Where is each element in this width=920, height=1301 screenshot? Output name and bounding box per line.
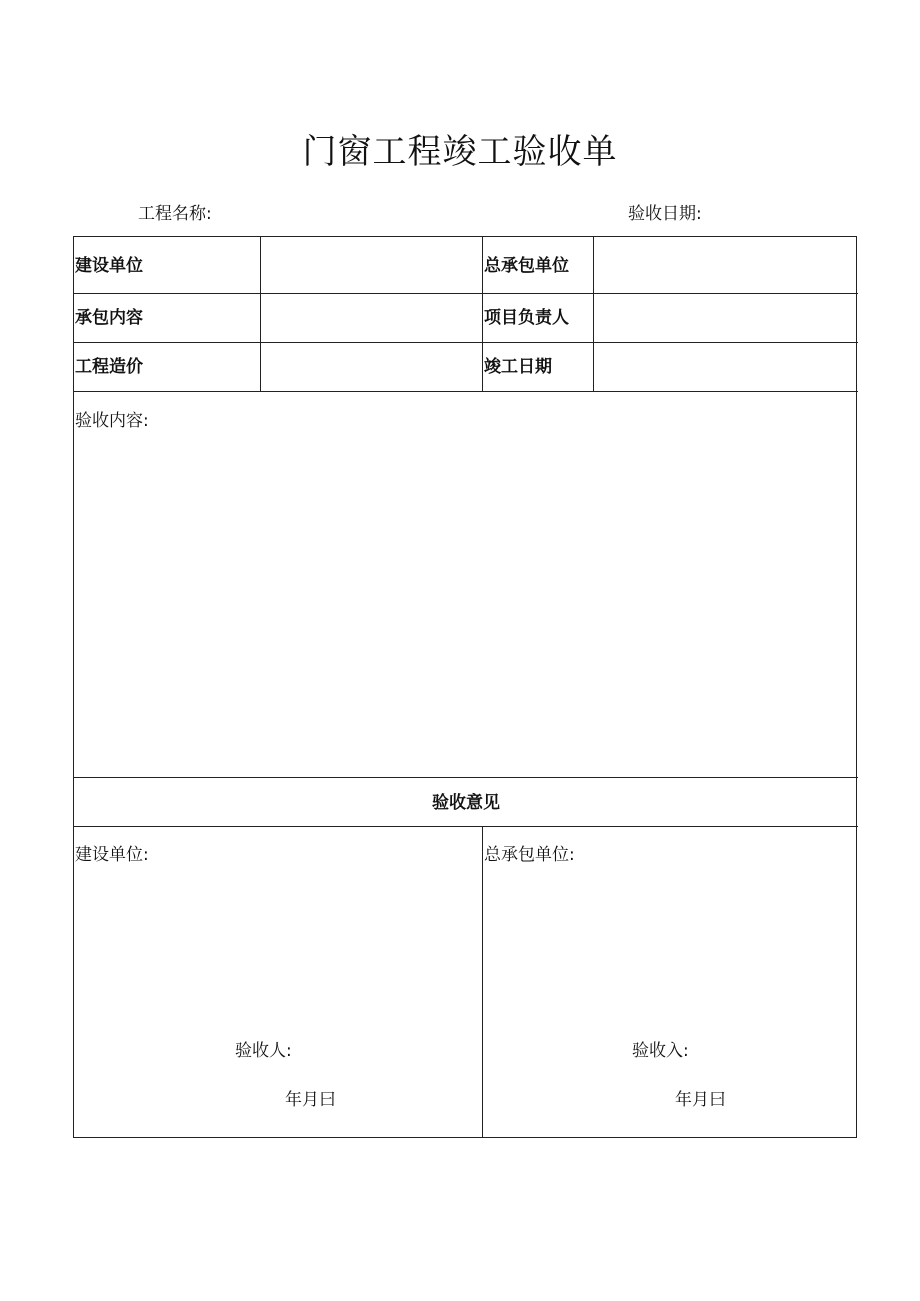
row-divider <box>74 342 858 343</box>
row-divider <box>74 293 858 294</box>
column-divider <box>482 237 483 391</box>
acceptance-date-label: 验收日期: <box>628 204 702 224</box>
project-manager-label: 项目负责人 <box>484 308 569 328</box>
document-title: 门窗工程竣工验收单 <box>302 132 618 172</box>
left-inspector-label: 验收人: <box>235 1041 292 1061</box>
construction-unit-label: 建设单位 <box>75 256 143 276</box>
row-divider <box>74 391 858 392</box>
construction-unit-opinion-label: 建设单位: <box>75 845 149 865</box>
acceptance-form <box>73 236 857 1138</box>
column-divider <box>260 237 261 391</box>
contract-content-label: 承包内容 <box>75 308 143 328</box>
acceptance-content-label: 验收内容: <box>75 411 149 431</box>
section-divider <box>74 777 858 778</box>
completion-date-label: 竣工日期 <box>484 357 552 377</box>
right-inspector-label: 验收入: <box>632 1041 689 1061</box>
general-contractor-label: 总承包单位 <box>484 256 569 276</box>
acceptance-opinion-header: 验收意见 <box>432 793 500 813</box>
column-divider <box>482 826 483 1138</box>
project-name-label: 工程名称: <box>138 204 212 224</box>
project-cost-label: 工程造价 <box>75 357 143 377</box>
general-contractor-opinion-label: 总承包单位: <box>484 845 575 865</box>
section-divider <box>74 826 858 827</box>
left-date-label: 年月曰 <box>285 1090 336 1110</box>
right-date-label: 年月曰 <box>675 1090 726 1110</box>
column-divider <box>593 237 594 391</box>
